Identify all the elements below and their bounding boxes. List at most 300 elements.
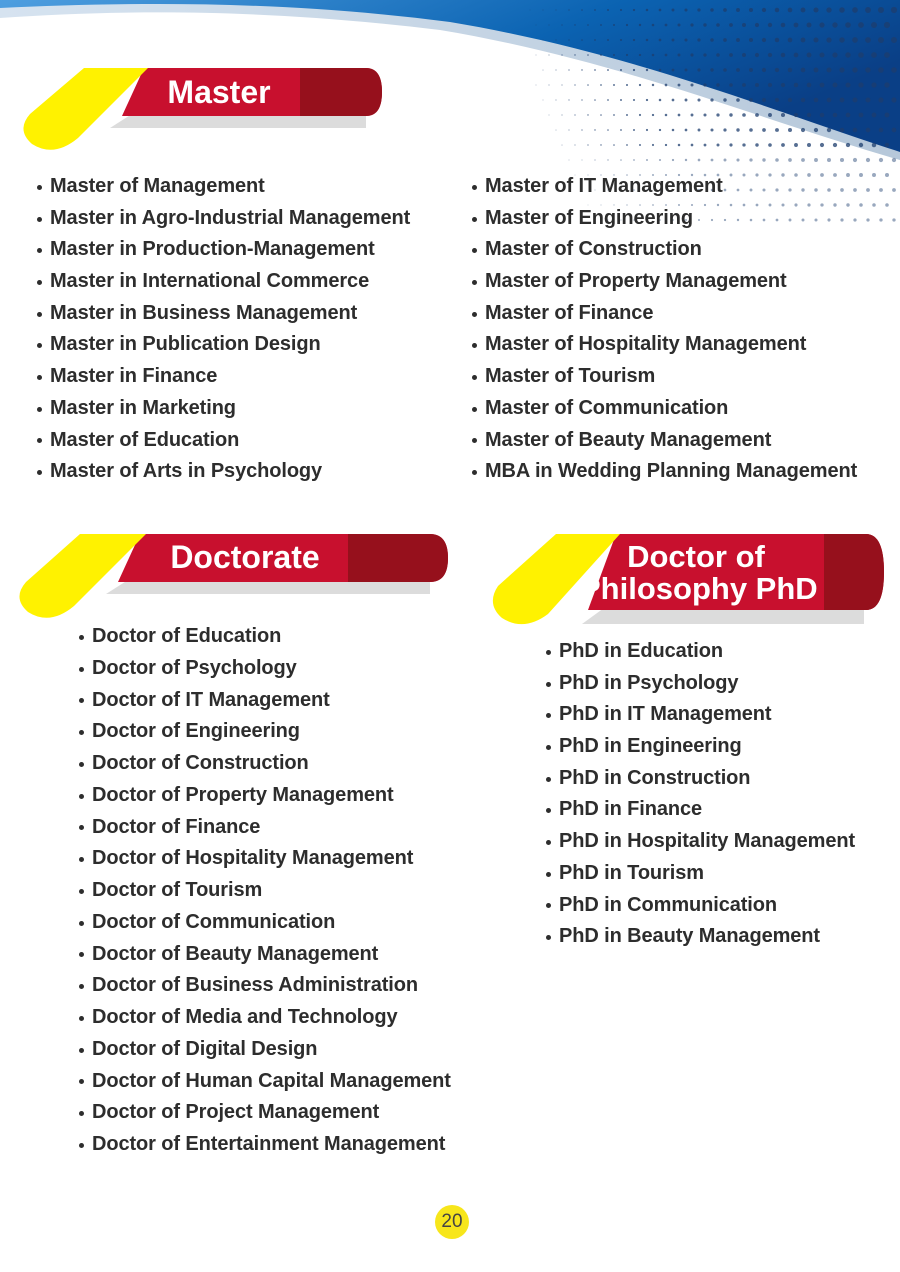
list-item: PhD in Beauty Management	[545, 921, 855, 953]
decorative-dot	[768, 83, 772, 87]
list-item: Master of Arts in Psychology	[36, 456, 410, 488]
decorative-dot	[594, 99, 596, 101]
decorative-dot	[626, 24, 628, 26]
decorative-dot	[685, 99, 688, 102]
decorative-dot	[775, 38, 779, 42]
decorative-dot	[600, 144, 601, 145]
decorative-dot	[672, 69, 675, 72]
decorative-dot	[755, 143, 758, 146]
decorative-dot	[742, 53, 746, 57]
decorative-dot	[781, 143, 785, 147]
decorative-dot	[858, 52, 864, 58]
decorative-dot	[716, 23, 720, 27]
list-item: Master in Publication Design	[36, 329, 410, 361]
decorative-dot	[646, 129, 648, 131]
decorative-dot	[768, 23, 772, 27]
decorative-dot	[581, 129, 582, 130]
decorative-dot	[858, 82, 863, 87]
decorative-dot	[710, 68, 713, 71]
list-item: Doctor of Engineering	[78, 716, 451, 748]
decorative-dot	[878, 7, 884, 13]
decorative-dot	[729, 113, 732, 116]
decorative-dot	[775, 98, 779, 102]
decorative-dot	[607, 159, 608, 160]
decorative-dot	[729, 143, 732, 146]
decorative-dot	[581, 69, 582, 70]
decorative-dot	[832, 52, 837, 57]
decorative-dot	[729, 23, 733, 27]
decorative-dot	[626, 84, 628, 86]
decorative-dot	[826, 7, 831, 12]
decorative-dot	[853, 158, 857, 162]
list-item: PhD in Construction	[545, 763, 855, 795]
decorative-dot	[543, 100, 544, 101]
decorative-dot	[788, 158, 792, 162]
decorative-dot	[872, 173, 876, 177]
master-title: Master	[167, 74, 271, 110]
decorative-dot	[613, 24, 615, 26]
decorative-dot	[872, 203, 876, 207]
doctorate-banner	[10, 532, 450, 624]
decorative-dot	[801, 68, 806, 73]
doctorate-list	[78, 621, 451, 1161]
decorative-dot	[549, 115, 550, 116]
decorative-dot	[807, 83, 812, 88]
decorative-dot	[801, 98, 805, 102]
list-item: Master of Engineering	[471, 203, 857, 235]
list-item: Doctor of Psychology	[78, 653, 451, 685]
decorative-dot	[845, 52, 850, 57]
decorative-dot	[652, 24, 655, 27]
decorative-dot	[813, 37, 818, 42]
decorative-dot	[865, 97, 870, 102]
decorative-dot	[574, 54, 575, 55]
decorative-dot	[827, 98, 832, 103]
decorative-dot	[690, 53, 693, 56]
decorative-dot	[755, 83, 759, 87]
decorative-dot	[736, 8, 740, 12]
decorative-dot	[652, 54, 655, 57]
decorative-dot	[639, 84, 641, 86]
decorative-dot	[794, 53, 799, 58]
decorative-dot	[807, 113, 811, 117]
decorative-dot	[711, 159, 714, 162]
decorative-dot	[594, 129, 595, 130]
decorative-dot	[736, 128, 739, 131]
decorative-dot	[646, 9, 649, 12]
decorative-dot	[794, 113, 798, 117]
list-item: PhD in Education	[545, 636, 855, 668]
decorative-dot	[866, 128, 871, 133]
decorative-dot	[556, 100, 557, 101]
decorative-dot	[892, 188, 896, 192]
decorative-dot	[833, 143, 837, 147]
decorative-dot	[762, 38, 766, 42]
decorative-dot	[536, 55, 537, 56]
list-item: Master of Beauty Management	[471, 425, 857, 457]
decorative-dot	[659, 9, 662, 12]
decorative-dot	[587, 24, 589, 26]
decorative-dot	[859, 143, 863, 147]
list-item: Doctor of Hospitality Management	[78, 843, 451, 875]
decorative-dot	[885, 173, 889, 177]
decorative-dot	[884, 52, 890, 58]
decorative-dot	[543, 10, 544, 11]
decorative-dot	[866, 158, 870, 162]
decorative-dot	[672, 99, 675, 102]
decorative-dot	[865, 7, 871, 13]
decorative-dot	[820, 143, 824, 147]
decorative-dot	[749, 98, 753, 102]
decorative-dot	[633, 69, 635, 71]
decorative-dot	[710, 38, 714, 42]
decorative-dot	[581, 99, 582, 100]
list-item: Master in International Commerce	[36, 266, 410, 298]
decorative-dot	[665, 114, 668, 117]
decorative-dot	[853, 128, 858, 133]
decorative-dot	[891, 7, 897, 13]
list-item: Master in Agro-Industrial Management	[36, 203, 410, 235]
decorative-dot	[846, 113, 851, 118]
decorative-dot	[801, 128, 805, 132]
phd-list	[545, 636, 855, 953]
list-item: Master in Marketing	[36, 393, 410, 425]
decorative-dot	[762, 128, 766, 132]
decorative-dot	[866, 188, 870, 192]
master-list-right	[471, 171, 857, 488]
decorative-dot	[659, 99, 662, 102]
list-item: PhD in Finance	[545, 794, 855, 826]
decorative-dot	[549, 55, 550, 56]
decorative-dot	[871, 52, 877, 58]
decorative-dot	[587, 84, 589, 86]
decorative-dot	[549, 85, 550, 86]
decorative-dot	[768, 143, 772, 147]
decorative-dot	[840, 98, 845, 103]
list-item: PhD in Engineering	[545, 731, 855, 763]
decorative-dot	[710, 98, 713, 101]
decorative-dot	[859, 173, 863, 177]
decorative-dot	[684, 38, 687, 41]
decorative-dot	[742, 143, 745, 146]
decorative-dot	[724, 159, 727, 162]
list-item: Doctor of Finance	[78, 812, 451, 844]
decorative-dot	[594, 159, 595, 160]
decorative-dot	[574, 84, 575, 85]
decorative-dot	[659, 69, 662, 72]
decorative-dot	[562, 145, 563, 146]
decorative-dot	[568, 39, 569, 40]
decorative-dot	[678, 144, 681, 147]
decorative-dot	[698, 129, 701, 132]
decorative-dot	[613, 144, 615, 146]
decorative-dot	[723, 38, 727, 42]
decorative-dot	[762, 68, 766, 72]
list-item: PhD in IT Management	[545, 699, 855, 731]
decorative-dot	[716, 53, 720, 57]
decorative-dot	[703, 83, 706, 86]
decorative-dot	[839, 7, 845, 13]
decorative-dot	[549, 25, 550, 26]
decorative-dot	[639, 144, 641, 146]
decorative-dot	[561, 54, 562, 55]
decorative-dot	[788, 38, 793, 43]
decorative-dot	[859, 203, 863, 207]
decorative-dot	[594, 39, 596, 41]
list-item: Master of IT Management	[471, 171, 857, 203]
decorative-dot	[684, 8, 687, 11]
decorative-dot	[801, 38, 806, 43]
decorative-dot	[775, 68, 779, 72]
decorative-dot	[710, 8, 714, 12]
decorative-dot	[678, 114, 681, 117]
decorative-dot	[723, 68, 727, 72]
decorative-dot	[685, 159, 687, 161]
list-item: Doctor of Business Administration	[78, 970, 451, 1002]
decorative-dot	[716, 83, 719, 86]
decorative-dot	[866, 218, 869, 221]
decorative-dot	[872, 113, 877, 118]
decorative-dot	[697, 98, 700, 101]
decorative-dot	[892, 158, 896, 162]
decorative-dot	[891, 67, 897, 73]
decorative-dot	[762, 98, 766, 102]
list-item: PhD in Communication	[545, 890, 855, 922]
decorative-dot	[620, 9, 622, 11]
list-item: Doctor of Media and Technology	[78, 1002, 451, 1034]
decorative-dot	[840, 158, 844, 162]
list-item: Doctor of Digital Design	[78, 1034, 451, 1066]
decorative-dot	[723, 98, 726, 101]
decorative-dot	[749, 8, 753, 12]
decorative-dot	[755, 113, 759, 117]
decorative-dot	[672, 159, 674, 161]
decorative-dot	[872, 143, 876, 147]
decorative-dot	[826, 67, 831, 72]
decorative-dot	[665, 54, 668, 57]
decorative-dot	[813, 7, 818, 12]
decorative-dot	[555, 69, 556, 70]
decorative-dot	[814, 68, 819, 73]
decorative-dot	[556, 130, 557, 131]
decorative-dot	[865, 67, 870, 72]
decorative-dot	[833, 113, 838, 118]
list-item: Doctor of Construction	[78, 748, 451, 780]
decorative-dot	[768, 113, 772, 117]
decorative-dot	[587, 54, 589, 56]
decorative-dot	[607, 129, 609, 131]
decorative-dot	[788, 98, 792, 102]
decorative-dot	[878, 67, 884, 73]
decorative-dot	[555, 9, 556, 10]
decorative-dot	[613, 84, 615, 86]
decorative-dot	[613, 114, 615, 116]
decorative-dot	[892, 128, 897, 133]
decorative-dot	[879, 158, 883, 162]
decorative-dot	[832, 22, 837, 27]
master-banner	[14, 66, 384, 156]
decorative-dot	[801, 8, 806, 13]
list-item: Master of Communication	[471, 393, 857, 425]
decorative-dot	[568, 129, 569, 130]
decorative-dot	[620, 39, 622, 41]
list-item: Doctor of Beauty Management	[78, 939, 451, 971]
decorative-dot	[646, 69, 648, 71]
decorative-dot	[536, 85, 537, 86]
decorative-dot	[736, 158, 739, 161]
decorative-dot	[845, 82, 850, 87]
decorative-dot	[716, 113, 719, 116]
decorative-dot	[852, 37, 858, 43]
decorative-dot	[562, 115, 563, 116]
decorative-dot	[659, 129, 661, 131]
list-item: Master of Education	[36, 425, 410, 457]
decorative-dot	[879, 188, 883, 192]
decorative-dot	[788, 8, 793, 13]
decorative-dot	[594, 9, 596, 11]
decorative-dot	[568, 69, 569, 70]
list-item: Doctor of Property Management	[78, 780, 451, 812]
decorative-dot	[639, 24, 641, 26]
decorative-dot	[600, 24, 602, 26]
decorative-dot	[781, 83, 785, 87]
decorative-dot	[775, 8, 780, 13]
decorative-dot	[814, 98, 819, 103]
decorative-dot	[555, 39, 556, 40]
decorative-dot	[729, 83, 733, 87]
decorative-dot	[853, 98, 858, 103]
decorative-dot	[704, 144, 707, 147]
decorative-dot	[839, 67, 844, 72]
decorative-dot	[633, 9, 635, 11]
decorative-dot	[639, 114, 641, 116]
decorative-dot	[569, 160, 570, 161]
decorative-dot	[620, 69, 622, 71]
decorative-dot	[678, 24, 681, 27]
list-item: Doctor of Entertainment Management	[78, 1129, 451, 1161]
decorative-dot	[742, 23, 746, 27]
decorative-dot	[749, 38, 753, 42]
decorative-dot	[691, 114, 694, 117]
decorative-dot	[710, 128, 713, 131]
decorative-dot	[607, 69, 609, 71]
decorative-dot	[826, 37, 831, 42]
decorative-dot	[594, 69, 596, 71]
decorative-dot	[672, 9, 675, 12]
decorative-dot	[755, 53, 759, 57]
decorative-dot	[819, 52, 824, 57]
list-item: Doctor of Human Capital Management	[78, 1066, 451, 1098]
decorative-dot	[620, 159, 622, 161]
decorative-dot	[755, 23, 759, 27]
decorative-dot	[717, 144, 720, 147]
decorative-dot	[819, 22, 824, 27]
decorative-dot	[736, 98, 740, 102]
decorative-dot	[587, 114, 588, 115]
decorative-dot	[633, 159, 635, 161]
decorative-dot	[633, 39, 635, 41]
list-item: Master of Property Management	[471, 266, 857, 298]
decorative-dot	[885, 113, 890, 118]
decorative-dot	[659, 159, 661, 161]
list-item: Master of Management	[36, 171, 410, 203]
list-item: Master of Construction	[471, 234, 857, 266]
decorative-dot	[543, 40, 544, 41]
decorative-dot	[827, 128, 831, 132]
decorative-dot	[865, 37, 871, 43]
decorative-dot	[620, 99, 622, 101]
list-item: PhD in Hospitality Management	[545, 826, 855, 858]
decorative-dot	[574, 144, 575, 145]
decorative-dot	[885, 203, 889, 207]
list-item: Master in Finance	[36, 361, 410, 393]
decorative-dot	[852, 67, 857, 72]
phd-title-line2: Philosophy PhD	[580, 571, 818, 606]
decorative-dot	[607, 39, 609, 41]
decorative-dot	[652, 114, 654, 116]
decorative-dot	[530, 10, 531, 11]
phd-title-line1: Doctor of	[627, 539, 765, 574]
list-item: Master in Business Management	[36, 298, 410, 330]
decorative-dot	[633, 129, 635, 131]
list-item: Master of Finance	[471, 298, 857, 330]
decorative-dot	[698, 159, 701, 162]
phd-banner	[484, 532, 888, 644]
decorative-dot	[723, 128, 726, 131]
decorative-dot	[613, 54, 615, 56]
decorative-dot	[672, 39, 675, 42]
list-item: Master of Hospitality Management	[471, 329, 857, 361]
decorative-dot	[801, 158, 805, 162]
decorative-dot	[703, 23, 706, 26]
decorative-dot	[574, 24, 575, 25]
page-number: 20	[435, 1205, 469, 1239]
decorative-dot	[536, 25, 537, 26]
decorative-dot	[543, 70, 544, 71]
decorative-dot	[749, 68, 753, 72]
decorative-dot	[678, 84, 681, 87]
decorative-dot	[878, 37, 884, 43]
list-item: Master of Tourism	[471, 361, 857, 393]
decorative-dot	[690, 23, 693, 26]
decorative-dot	[891, 37, 897, 43]
decorative-dot	[697, 8, 700, 11]
decorative-dot	[665, 24, 668, 27]
decorative-dot	[845, 22, 851, 28]
decorative-dot	[892, 218, 895, 221]
doctorate-title: Doctorate	[170, 539, 320, 575]
decorative-dot	[814, 128, 818, 132]
decorative-dot	[639, 54, 641, 56]
decorative-dot	[607, 99, 609, 101]
decorative-dot	[885, 143, 889, 147]
decorative-dot	[794, 23, 799, 28]
decorative-dot	[691, 144, 694, 147]
decorative-dot	[871, 82, 876, 87]
decorative-dot	[736, 38, 740, 42]
decorative-dot	[884, 22, 890, 28]
decorative-dot	[736, 68, 740, 72]
decorative-dot	[840, 128, 844, 132]
decorative-dot	[879, 218, 882, 221]
decorative-dot	[729, 53, 733, 57]
decorative-dot	[762, 8, 766, 12]
decorative-dot	[827, 158, 831, 162]
decorative-dot	[788, 68, 793, 73]
decorative-dot	[839, 37, 844, 42]
decorative-dot	[703, 53, 706, 56]
decorative-dot	[794, 143, 798, 147]
